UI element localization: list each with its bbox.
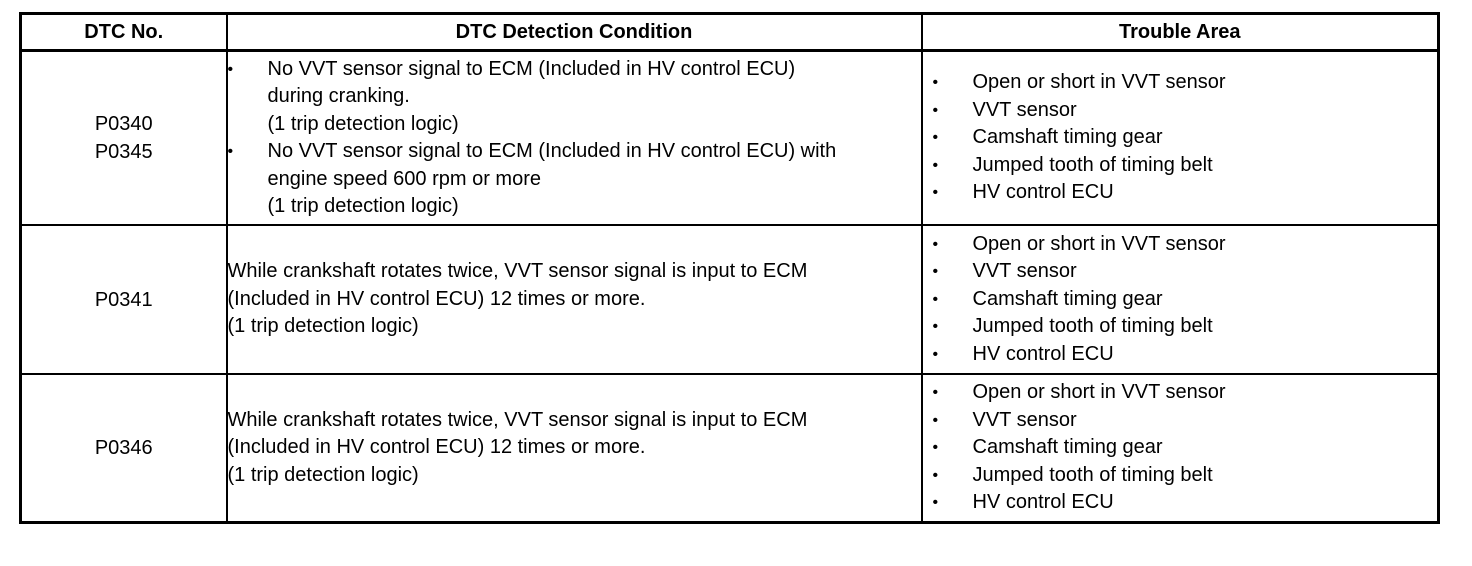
trouble-item	[923, 462, 1438, 490]
table-row	[21, 225, 1439, 374]
bullet-icon: •	[932, 384, 939, 402]
condition-text: No VVT sensor signal to ECM (Included in HV control ECU) during cranking. (1 trip detection logic)	[267, 57, 796, 135]
bullet-icon: •	[932, 439, 939, 457]
condition-list	[228, 56, 921, 221]
bullet-icon: •	[932, 290, 939, 308]
trouble-area-cell	[922, 225, 1439, 374]
trouble-text: Camshaft timing gear	[972, 436, 1163, 459]
dtc-code: P0345	[94, 141, 153, 163]
trouble-item	[923, 341, 1438, 369]
bullet-icon: •	[932, 345, 939, 363]
condition-text: No VVT sensor signal to ECM (Included in HV control ECU) with engine speed 600 rpm or more (1 trip detection logic)	[267, 140, 837, 217]
trouble-item	[923, 286, 1438, 314]
detection-condition-cell	[227, 51, 922, 226]
header-row	[21, 14, 1439, 51]
table-row	[21, 374, 1439, 523]
trouble-area-cell	[922, 51, 1439, 226]
trouble-text: Jumped tooth of timing belt	[972, 463, 1213, 486]
dtc-code-cell	[21, 374, 227, 523]
bullet-icon: •	[932, 156, 939, 174]
trouble-text: Jumped tooth of timing belt	[972, 153, 1213, 176]
trouble-item	[923, 313, 1438, 341]
trouble-text: Open or short in VVT sensor	[972, 232, 1226, 255]
bullet-icon: •	[932, 411, 939, 429]
trouble-area-cell	[922, 374, 1439, 523]
trouble-item	[923, 97, 1438, 125]
detection-condition-cell	[227, 225, 922, 374]
header-detection-condition: DTC Detection Condition	[227, 14, 922, 51]
bullet-icon: •	[932, 184, 939, 202]
trouble-text: VVT sensor	[972, 98, 1077, 121]
detection-condition-cell	[227, 374, 922, 523]
bullet-icon: •	[932, 494, 939, 512]
trouble-text: HV control ECU	[972, 342, 1114, 365]
condition-text: While crankshaft rotates twice, VVT sensor signal is input to ECM (Included in HV control ECU) 12 times or more. (1 trip detection logic)	[227, 260, 808, 338]
bullet-icon: •	[932, 263, 939, 281]
header-dtc-no: DTC No.	[21, 14, 227, 51]
header-trouble-area: Trouble Area	[922, 14, 1439, 51]
bullet-icon: •	[932, 318, 939, 336]
bullet-icon: •	[932, 466, 939, 484]
trouble-item	[923, 489, 1438, 517]
trouble-list	[923, 379, 1438, 517]
trouble-list	[923, 69, 1438, 207]
dtc-code-cell	[21, 225, 227, 374]
table-row	[21, 51, 1439, 226]
trouble-item	[923, 407, 1438, 435]
condition-item	[228, 138, 921, 221]
trouble-text: HV control ECU	[972, 181, 1114, 204]
dtc-code: P0340	[94, 113, 153, 135]
dtc-table	[19, 12, 1440, 524]
trouble-item	[923, 231, 1438, 259]
trouble-item	[923, 258, 1438, 286]
trouble-item	[923, 379, 1438, 407]
dtc-code: P0346	[94, 437, 153, 459]
trouble-item	[923, 69, 1438, 97]
trouble-text: Jumped tooth of timing belt	[972, 315, 1213, 338]
trouble-text: HV control ECU	[972, 491, 1114, 514]
bullet-icon: •	[932, 101, 939, 119]
trouble-text: Open or short in VVT sensor	[972, 381, 1226, 404]
trouble-list	[923, 231, 1438, 369]
bullet-icon: •	[932, 129, 939, 147]
bullet-icon: •	[227, 143, 234, 160]
condition-text: While crankshaft rotates twice, VVT sensor signal is input to ECM (Included in HV control ECU) 12 times or more. (1 trip detection logic)	[227, 408, 808, 486]
trouble-text: Open or short in VVT sensor	[972, 71, 1226, 94]
dtc-code-cell	[21, 51, 227, 226]
trouble-text: Camshaft timing gear	[972, 126, 1163, 149]
condition-item	[228, 56, 921, 139]
trouble-item	[923, 179, 1438, 207]
bullet-icon: •	[932, 74, 939, 92]
trouble-text: Camshaft timing gear	[972, 287, 1163, 310]
trouble-text: VVT sensor	[972, 260, 1077, 283]
trouble-item	[923, 434, 1438, 462]
trouble-item	[923, 124, 1438, 152]
bullet-icon: •	[932, 235, 939, 253]
bullet-icon: •	[227, 60, 234, 78]
trouble-item	[923, 152, 1438, 180]
trouble-text: VVT sensor	[972, 408, 1077, 431]
dtc-code: P0341	[94, 288, 153, 311]
